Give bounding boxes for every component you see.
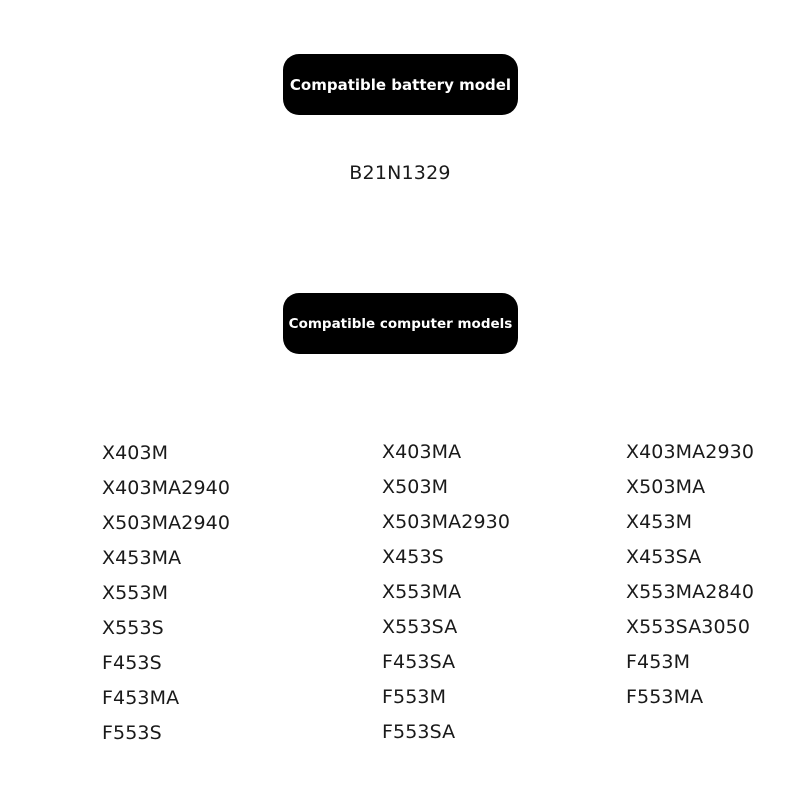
model-item: X403M bbox=[102, 442, 169, 464]
model-item: X453M bbox=[626, 511, 693, 533]
model-item: X553SA3050 bbox=[626, 616, 751, 638]
model-item: F553M bbox=[382, 686, 447, 708]
computer-models-heading bbox=[283, 293, 518, 354]
model-item: X403MA bbox=[382, 441, 462, 463]
model-column-3 bbox=[626, 435, 754, 715]
model-item: X403MA2940 bbox=[102, 477, 231, 499]
model-item: X553M bbox=[102, 582, 169, 604]
model-item: F453S bbox=[102, 652, 162, 674]
model-item: X503M bbox=[382, 476, 449, 498]
model-column-1 bbox=[102, 436, 230, 751]
model-item: X553S bbox=[102, 617, 164, 639]
model-item: X403MA2930 bbox=[626, 441, 755, 463]
battery-model-value: B21N1329 bbox=[349, 162, 451, 184]
model-item: X453SA bbox=[626, 546, 702, 568]
model-item: X453S bbox=[382, 546, 444, 568]
battery-model-heading-label: Compatible battery model bbox=[289, 75, 512, 94]
model-item: X503MA2940 bbox=[102, 512, 231, 534]
model-item: F453M bbox=[626, 651, 691, 673]
model-item: X503MA bbox=[626, 476, 706, 498]
model-item: F553MA bbox=[626, 686, 704, 708]
model-item: F453MA bbox=[102, 687, 180, 709]
model-item: X553MA bbox=[382, 581, 462, 603]
model-item: X453MA bbox=[102, 547, 182, 569]
model-item: X553SA bbox=[382, 616, 458, 638]
battery-model-heading bbox=[283, 54, 518, 115]
model-item: X503MA2930 bbox=[382, 511, 511, 533]
model-item: X553MA2840 bbox=[626, 581, 755, 603]
model-item: F453SA bbox=[382, 651, 456, 673]
model-item: F553SA bbox=[382, 721, 456, 743]
computer-models-heading-label: Compatible computer models bbox=[288, 315, 513, 332]
model-column-2 bbox=[382, 435, 510, 750]
model-item: F553S bbox=[102, 722, 162, 744]
